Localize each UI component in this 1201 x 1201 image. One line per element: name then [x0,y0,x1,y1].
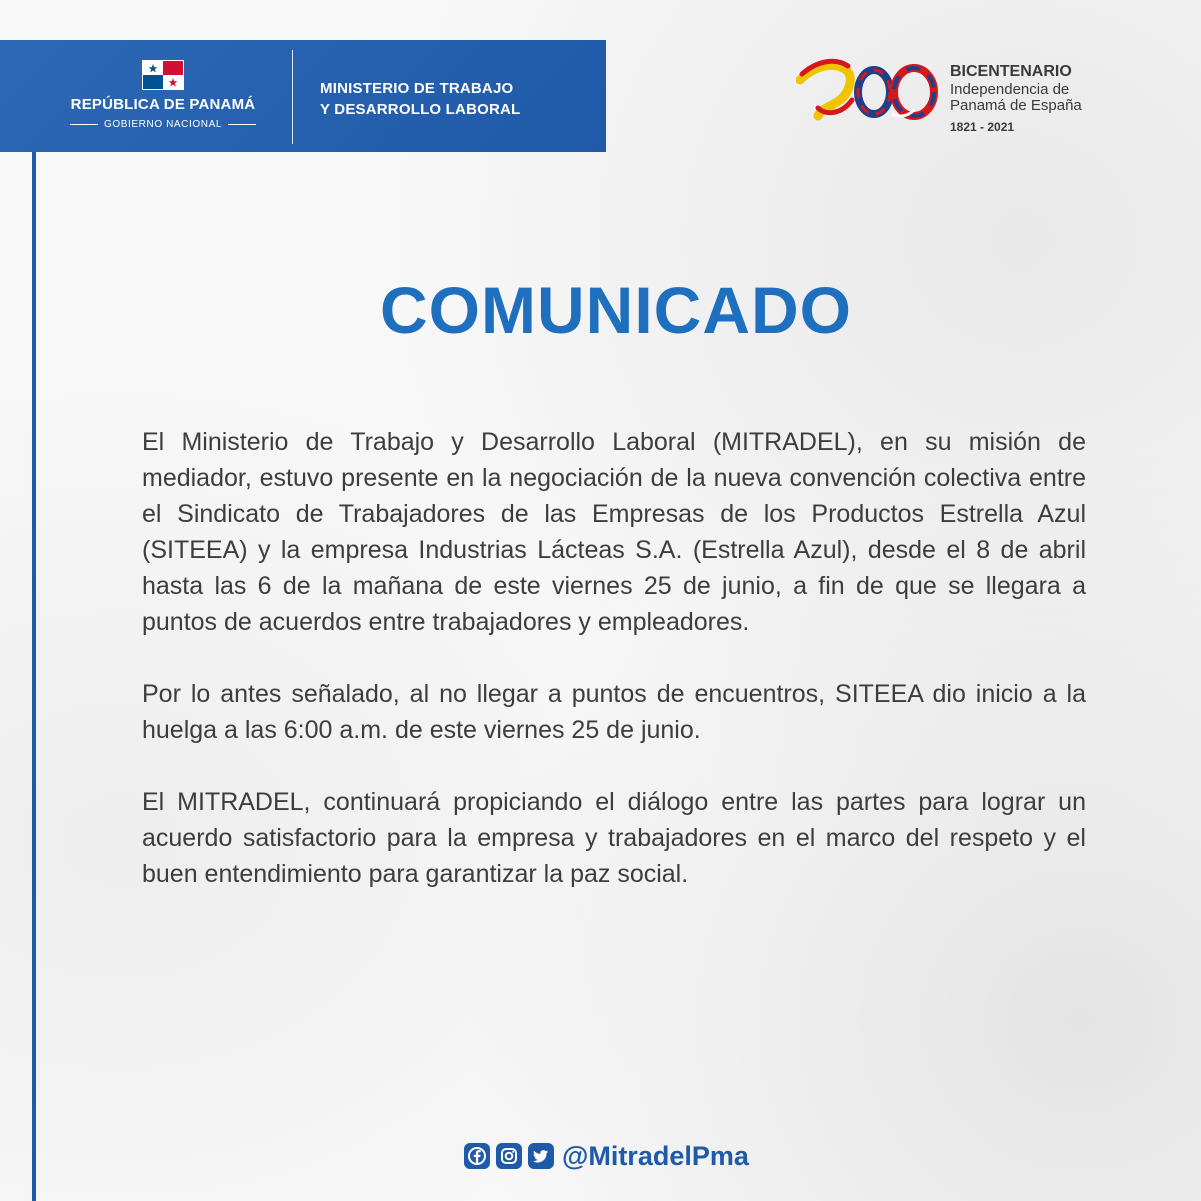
header-divider [292,50,293,144]
communique-title: COMUNICADO [380,273,852,347]
communique-body [142,424,1086,928]
government-subtitle-text: GOBIERNO NACIONAL [104,119,222,130]
paragraph-1: El Ministerio de Trabajo y Desarrollo Laboral (MITRADEL), en su misión de mediador, estuvo presente en la negociación de la nueva convención colectiva entre el Sindicato de Trabajadores de las Empresas de los Productos Estrella Azul (SITEEA) y la empresa Industrias Lácteas S.A. (Estrella Azul), desde el 8 de abril hasta las 6 de la mañana de este viernes 25 de junio, a fin de que se llegara a puntos de acuerdos entre trabajadores y empleadores. [142,428,1086,636]
panama-flag-icon [142,60,184,90]
subtitle-rule-left [70,124,98,125]
bicentenario-years: 1821 - 2021 [950,120,1015,134]
bicentenario-line-2: Panamá de España [950,97,1082,114]
ministry-line-2: Y DESARROLLO LABORAL [320,101,521,118]
bicentenario-title: BICENTENARIO [950,63,1072,80]
government-subtitle [70,119,256,130]
twitter-icon[interactable] [528,1143,554,1169]
subtitle-rule-right [228,124,256,125]
facebook-icon[interactable] [464,1143,490,1169]
bicentenario-ribbon-logo [796,56,946,122]
ministry-line-1: MINISTERIO DE TRABAJO [320,80,514,97]
social-footer [464,1140,749,1172]
paragraph-2: Por lo antes señalado, al no llegar a puntos de encuentros, SITEEA dio inicio a la huelga a las 6:00 a.m. de este viernes 25 de junio. [142,680,1086,744]
instagram-icon[interactable] [496,1143,522,1169]
paragraph-3: El MITRADEL, continuará propiciando el diálogo entre las partes para lograr un acuerdo satisfactorio para la empresa y trabajadores en el marco del respeto y el buen entendimiento para garantizar la paz social. [142,788,1086,888]
ministry-name [320,78,580,120]
bicentenario-line-1: Independencia de [950,81,1070,98]
social-handle[interactable]: @MitradelPma [562,1140,749,1171]
government-title: REPÚBLICA DE PANAMÁ [70,96,256,113]
